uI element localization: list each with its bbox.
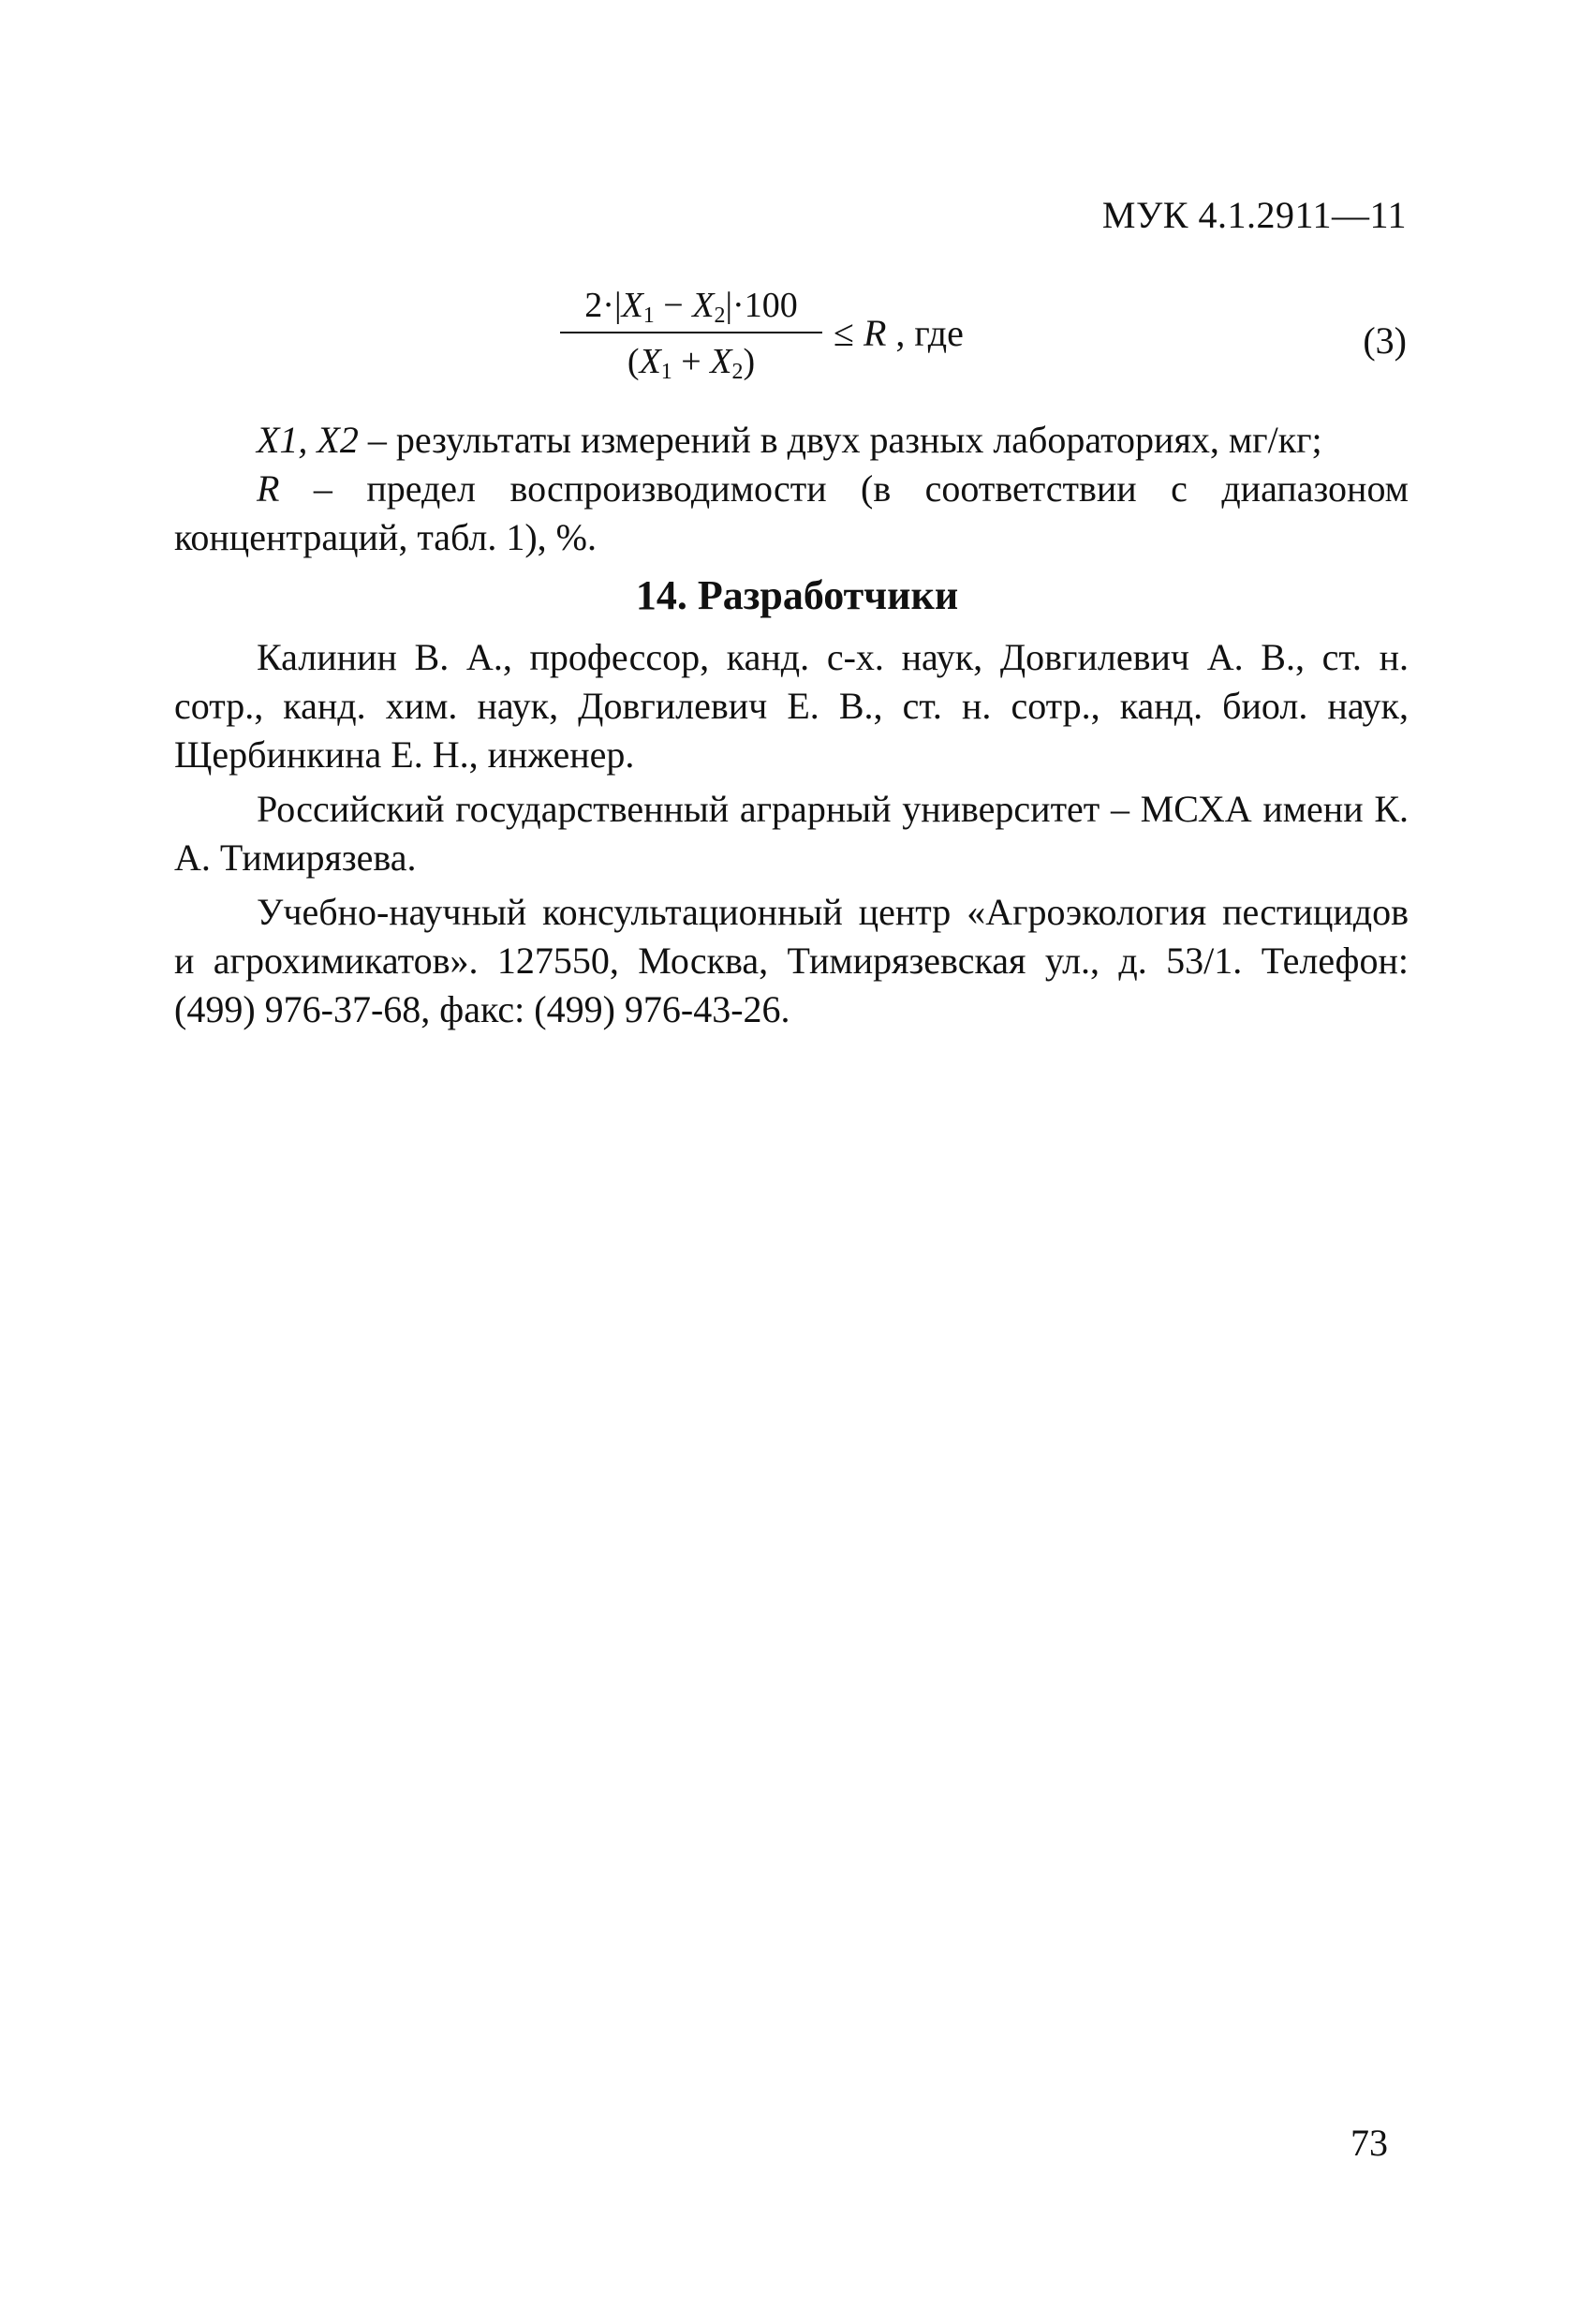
fraction-numerator xyxy=(560,281,822,330)
relation-var: R xyxy=(863,312,887,354)
relation-sign: ≤ xyxy=(834,312,863,354)
definition-x-vars: X1, X2 xyxy=(257,419,359,461)
numerator-lead: 2·| xyxy=(584,286,622,325)
denominator-x1: X xyxy=(639,342,661,381)
numerator-x2-sub: 2 xyxy=(714,303,726,328)
university-paragraph: Российский государственный аграрный университет – МСХА имени К. А. Тимирязева. xyxy=(174,788,1409,879)
definition-r-var: R xyxy=(257,467,280,510)
fraction-bar xyxy=(560,332,822,333)
numerator-x2: X xyxy=(692,286,715,325)
denominator-close: ) xyxy=(743,342,756,381)
definition-x xyxy=(174,416,1409,465)
numerator-x1: X xyxy=(621,286,643,325)
definition-r xyxy=(174,465,1409,562)
definitions-block xyxy=(174,416,1409,562)
document-header-code: МУК 4.1.2911—11 xyxy=(1101,194,1407,236)
denominator-x2-sub: 2 xyxy=(731,360,744,384)
fraction-denominator xyxy=(560,337,822,386)
formula-block xyxy=(560,281,1047,403)
section-title: 14. Разработчики xyxy=(635,572,959,618)
developers-paragraph: Калинин В. А., профессор, канд. с-х. наук, Довгилевич А. В., ст. н. сотр., канд. хим. наук, Довгилевич Е. В., ст. н. сотр., канд. биол. наук, Щербинкина Е. Н., инженер. xyxy=(174,636,1409,776)
denominator-x1-sub: 1 xyxy=(660,360,672,384)
page-number: 73 xyxy=(1350,2122,1388,2164)
denominator-plus: + xyxy=(672,342,711,381)
definition-r-text: – предел воспроизводимости (в соответствии с диапазоном концентраций, табл. 1), %. xyxy=(174,467,1409,558)
numerator-tail: |·100 xyxy=(725,286,798,325)
definition-x-text: – результаты измерений в двух разных лабораториях, мг/кг; xyxy=(358,419,1322,461)
numerator-minus: − xyxy=(654,286,693,325)
denominator-x2: X xyxy=(710,342,732,381)
center-paragraph: Учебно-научный консультационный центр «Агроэкология пестицидов и агрохимикатов». 127550, Москва, Тимирязевская ул., д. 53/1. Телефон: (499) 976-37-68, факс: (499) 976-43-26. xyxy=(174,891,1409,1030)
numerator-x1-sub: 1 xyxy=(642,303,655,328)
relation-tail: , где xyxy=(886,312,964,354)
denominator-open: ( xyxy=(627,342,640,381)
equation-number: (3) xyxy=(1363,319,1407,362)
fraction xyxy=(560,281,822,386)
developers-block xyxy=(174,633,1409,1034)
formula-relation xyxy=(834,311,964,355)
